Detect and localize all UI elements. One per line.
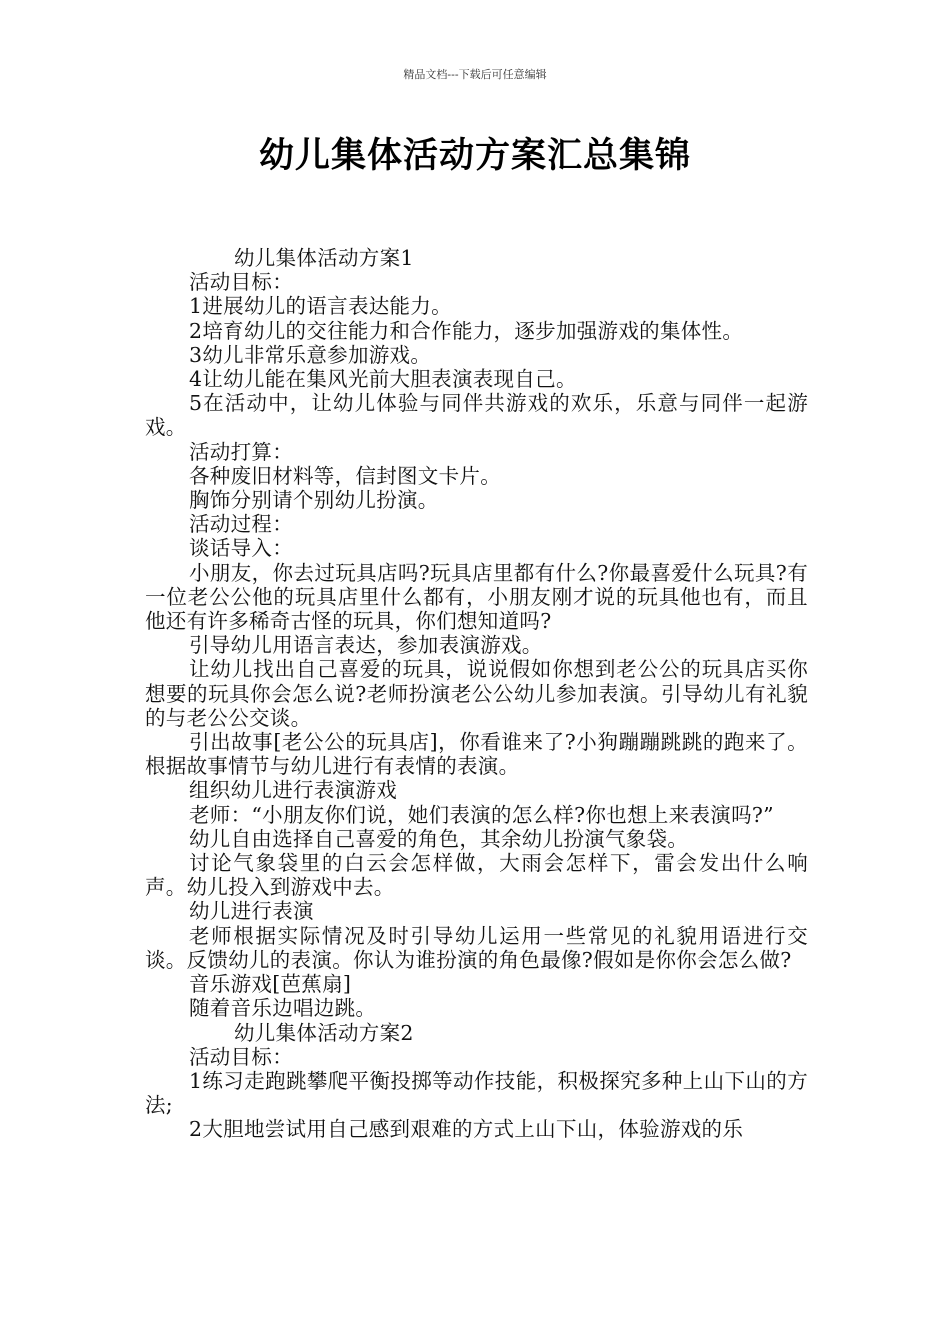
paragraph: 谈话导入：	[189, 536, 293, 561]
paragraph: 组织幼儿进行表演游戏	[189, 778, 397, 803]
paragraph: 老师：“小朋友你们说，她们表演的怎么样?你也想上来表演吗?”	[189, 802, 774, 827]
paragraph: 胸饰分别请个别幼儿扮演。	[189, 488, 439, 513]
paragraph: 各种废旧材料等，信封图文卡片。	[189, 463, 501, 488]
paragraph: 4让幼儿能在集风光前大胆表演表现自己。	[189, 367, 577, 392]
paragraph: 引出故事[老公公的玩具店]，你看谁来了?小狗蹦蹦跳跳的跑来了。根据故事情节与幼儿进行有表情的表演。	[145, 730, 808, 779]
section-heading: 幼儿集体活动方案1	[234, 246, 414, 270]
paragraph: 活动目标：	[189, 270, 293, 295]
paragraph: 活动目标：	[189, 1044, 293, 1069]
paragraph: 活动过程：	[189, 512, 293, 537]
paragraph: 音乐游戏[芭蕉扇]	[189, 972, 352, 997]
paragraph: 1进展幼儿的语言表达能力。	[189, 294, 452, 319]
paragraph: 2培育幼儿的交往能力和合作能力，逐步加强游戏的集体性。	[189, 318, 744, 343]
paragraph: 让幼儿找出自己喜爱的玩具，说说假如你想到老公公的玩具店买你想要的玩具你会怎么说?老师扮演老公公幼儿参加表演。引导幼儿有礼貌的与老公公交谈。	[145, 657, 808, 730]
paragraph: 讨论气象袋里的白云会怎样做，大雨会怎样下，雷会发出什么响声。幼儿投入到游戏中去。	[145, 851, 808, 900]
paragraph: 老师根据实际情况及时引导幼儿运用一些常见的礼貌用语进行交谈。反馈幼儿的表演。你认为谁扮演的角色最像?假如是你你会怎么做?	[145, 923, 808, 972]
section-heading: 幼儿集体活动方案2	[234, 1020, 414, 1045]
paragraph: 活动打算：	[189, 439, 293, 464]
paragraph: 1练习走跑跳攀爬平衡投掷等动作技能，积极探究多种上山下山的方法;	[145, 1068, 808, 1118]
paragraph: 小朋友，你去过玩具店吗?玩具店里都有什么?你最喜爱什么玩具?有一位老公公他的玩具店里什么都有，小朋友刚才说的玩具他也有，而且他还有许多稀奇古怪的玩具，你们想知道吗?	[145, 560, 808, 634]
paragraph: 幼儿进行表演	[189, 899, 314, 924]
paragraph: 3幼儿非常乐意参加游戏。	[189, 342, 432, 367]
header-note: 精品文档---下载后可任意编辑	[403, 68, 547, 81]
paragraph: 幼儿自由选择自己喜爱的角色，其余幼儿扮演气象袋。	[189, 826, 689, 851]
paragraph: 2大胆地尝试用自己感到艰难的方式上山下山，体验游戏的乐	[189, 1117, 744, 1142]
paragraph: 5在活动中，让幼儿体验与同伴共游戏的欢乐，乐意与同伴一起游戏。	[145, 391, 808, 440]
paragraph: 引导幼儿用语言表达，参加表演游戏。	[189, 633, 543, 658]
document-title: 幼儿集体活动方案汇总集锦	[258, 136, 691, 176]
document-body	[145, 246, 808, 1142]
paragraph: 随着音乐边唱边跳。	[189, 996, 377, 1021]
